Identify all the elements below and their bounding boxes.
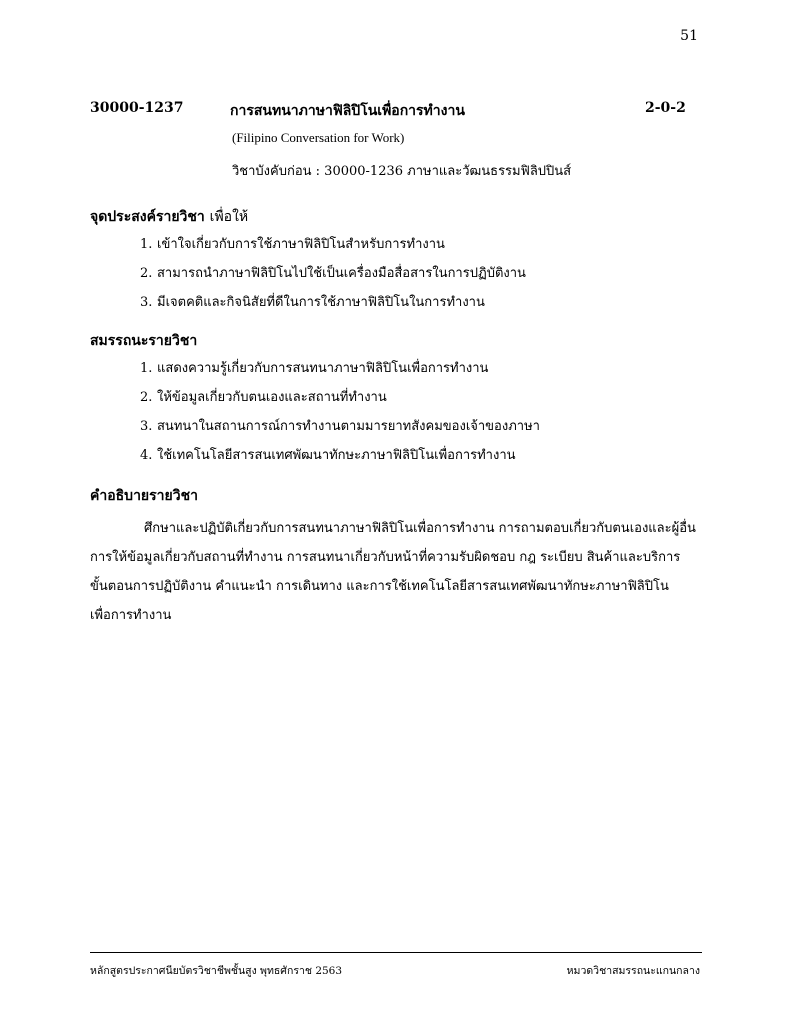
description-body xyxy=(90,514,702,630)
list-item xyxy=(140,236,526,265)
objectives-heading-label: จุดประสงค์รายวิชา xyxy=(90,209,205,225)
description-heading: คำอธิบายรายวิชา xyxy=(90,488,198,504)
list-item-text: สนทนาในสถานการณ์การทำงานตามมารยาทสังคมของเจ้าของภาษา xyxy=(157,419,540,434)
list-item-text: แสดงความรู้เกี่ยวกับการสนทนาภาษาฟิลิปิโนเพื่อการทำงาน xyxy=(157,361,489,376)
course-code: 30000-1237 xyxy=(90,100,184,116)
page-number: 51 xyxy=(680,28,698,44)
list-item-number: 2. xyxy=(140,266,153,281)
list-item-number: 1. xyxy=(140,361,153,376)
list-item-number: 1. xyxy=(140,237,153,252)
description-line: การให้ข้อมูลเกี่ยวกับสถานที่ทำงาน การสนทนาเกี่ยวกับหน้าที่ความรับผิดชอบ กฎ ระเบียบ สินค้าและบริการ xyxy=(90,550,681,565)
course-title-thai: การสนทนาภาษาฟิลิปิโนเพื่อการทำงาน xyxy=(230,103,465,119)
list-item xyxy=(140,265,526,294)
list-item-text: มีเจตคติและกิจนิสัยที่ดีในการใช้ภาษาฟิลิปิโนในการทำงาน xyxy=(157,295,485,310)
course-prerequisite: วิชาบังคับก่อน : 30000-1236 ภาษาและวัฒนธรรมฟิลิปปินส์ xyxy=(232,164,572,179)
list-item xyxy=(140,294,526,323)
list-item-text: สามารถนำภาษาฟิลิปิโนไปใช้เป็นเครื่องมือสื่อสารในการปฏิบัติงาน xyxy=(157,266,526,281)
description-line: ขั้นตอนการปฏิบัติงาน คำแนะนำ การเดินทาง และการใช้เทคโนโลยีสารสนเทศพัฒนาทักษะภาษาฟิลิปิโน xyxy=(90,579,669,594)
list-item-text: เข้าใจเกี่ยวกับการใช้ภาษาฟิลิปิโนสำหรับการทำงาน xyxy=(157,237,445,252)
competencies-heading: สมรรถนะรายวิชา xyxy=(90,333,198,349)
list-item xyxy=(140,360,540,389)
objectives-list xyxy=(140,236,526,323)
description-line: ศึกษาและปฏิบัติเกี่ยวกับการสนทนาภาษาฟิลิปิโนเพื่อการทำงาน การถามตอบเกี่ยวกับตนเองและผู้อื่น xyxy=(144,521,696,536)
list-item-text: ใช้เทคโนโลยีสารสนเทศพัฒนาทักษะภาษาฟิลิปิโนเพื่อการทำงาน xyxy=(157,448,516,463)
list-item xyxy=(140,418,540,447)
course-credits: 2-0-2 xyxy=(645,100,686,116)
competencies-list xyxy=(140,360,540,476)
objectives-heading-suffix: เพื่อให้ xyxy=(209,209,249,225)
description-line: เพื่อการทำงาน xyxy=(90,608,172,623)
footer-curriculum: หลักสูตรประกาศนียบัตรวิชาชีพชั้นสูง พุทธศักราช 2563 xyxy=(90,965,343,977)
list-item-text: ให้ข้อมูลเกี่ยวกับตนเองและสถานที่ทำงาน xyxy=(157,390,387,405)
objectives-heading xyxy=(90,206,248,228)
list-item xyxy=(140,389,540,418)
list-item-number: 3. xyxy=(140,295,153,310)
course-title-english: (Filipino Conversation for Work) xyxy=(232,130,405,145)
footer-category: หมวดวิชาสมรรถนะแกนกลาง xyxy=(566,965,700,977)
list-item-number: 2. xyxy=(140,390,153,405)
list-item xyxy=(140,447,540,476)
footer-divider xyxy=(90,952,702,953)
list-item-number: 4. xyxy=(140,448,153,463)
list-item-number: 3. xyxy=(140,419,153,434)
